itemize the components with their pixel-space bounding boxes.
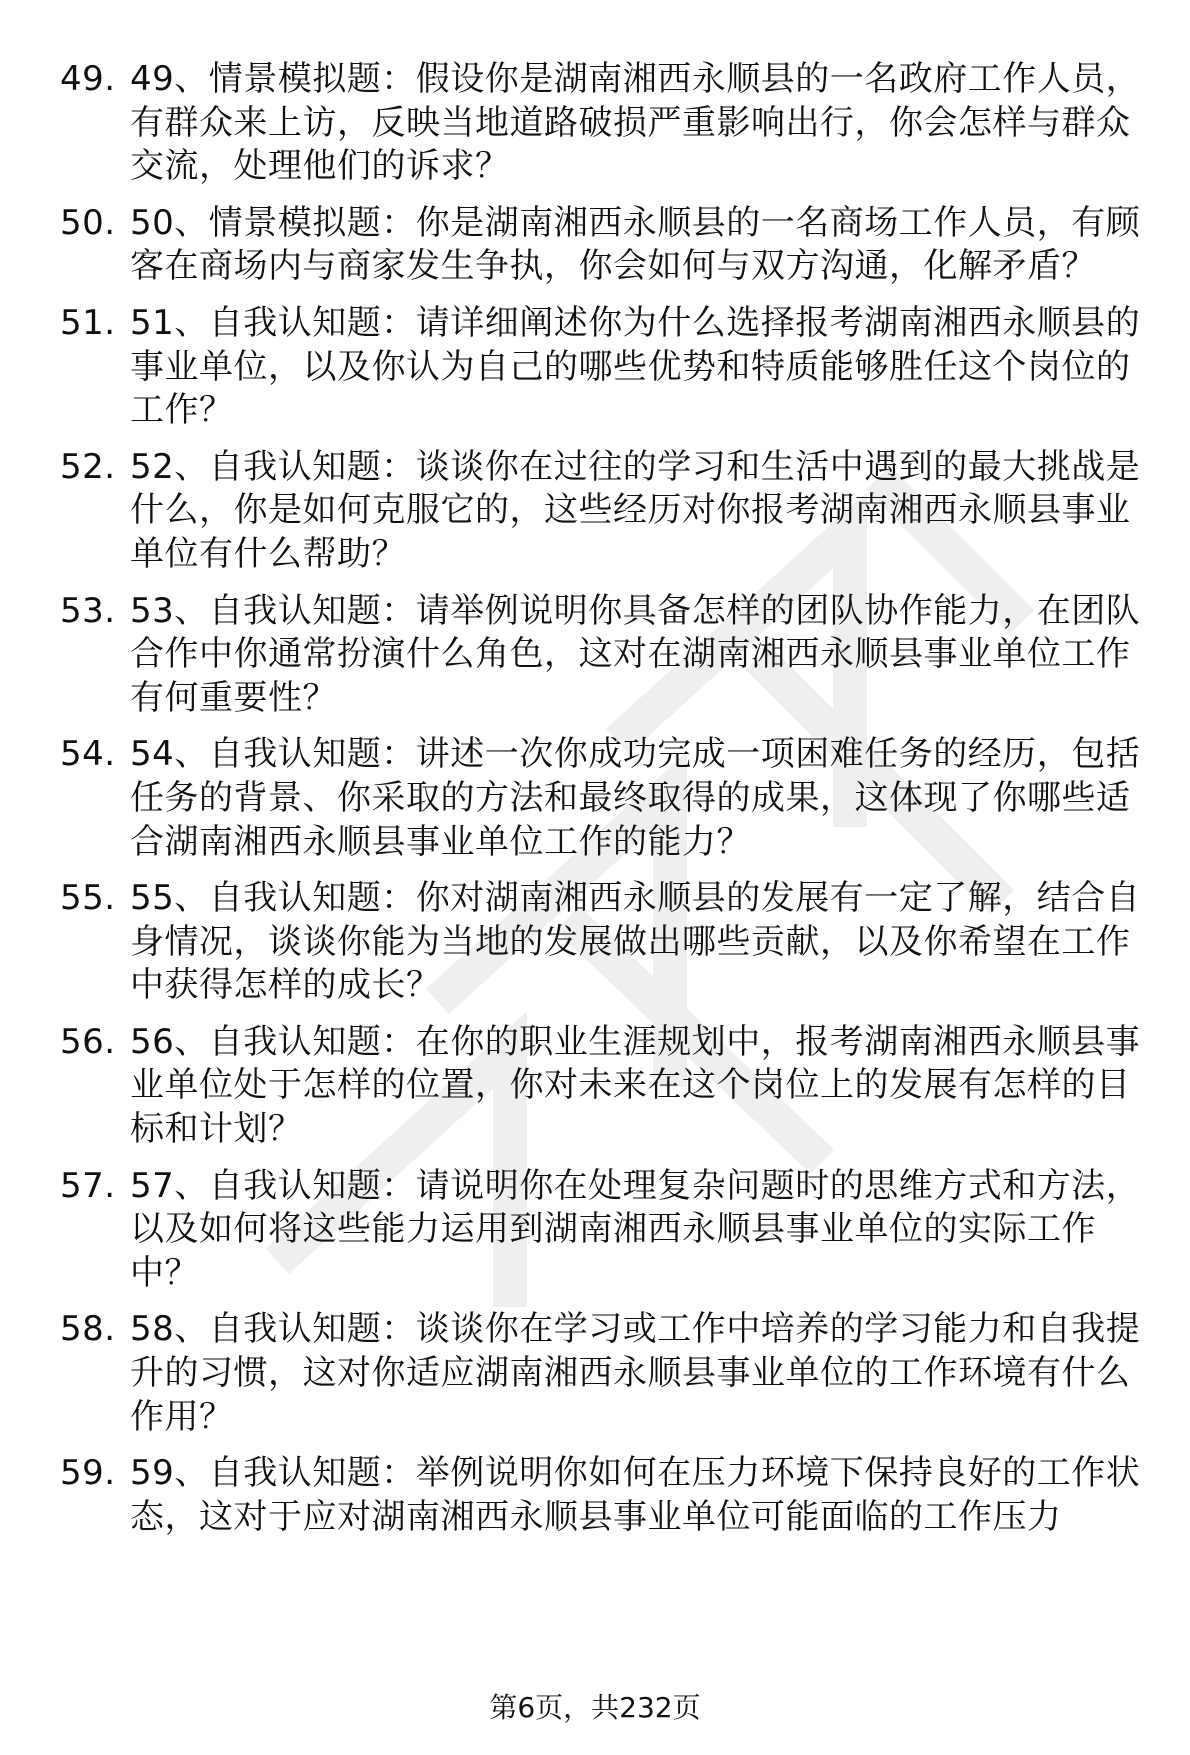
question-text: 55、自我认知题：你对湖南湘西永顺县的发展有一定了解，结合自身情况，谈谈你能为当地的发展做出哪些贡献，以及你希望在工作中获得怎样的成长？ [130,878,1141,1006]
question-item-56 [0,1021,1190,1152]
question-text: 53、自我认知题：请举例说明你具备怎样的团队协作能力，在团队合作中你通常扮演什么角色，这对在湖南湘西永顺县事业单位工作有何重要性？ [130,590,1141,718]
question-item-54 [0,733,1190,864]
question-number: 59. [60,1453,116,1494]
question-text: 52、自我认知题：谈谈你在过往的学习和生活中遇到的最大挑战是什么，你是如何克服它的，这些经历对你报考湖南湘西永顺县事业单位有什么帮助？ [130,446,1141,574]
question-item-51 [0,302,1190,433]
question-number: 49. [60,59,116,99]
question-item-50 [0,202,1190,289]
question-item-58 [0,1308,1190,1439]
question-text: 57、自我认知题：请说明你在处理复杂问题时的思维方式和方法，以及如何将这些能力运用到湖南湘西永顺县事业单位的实际工作中？ [130,1165,1141,1293]
question-text: 51、自我认知题：请详细阐述你为什么选择报考湖南湘西永顺县的事业单位，以及你认为自己的哪些优势和特质能够胜任这个岗位的工作？ [130,302,1141,431]
question-text: 50、情景模拟题：你是湖南湘西永顺县的一名商场工作人员，有顾客在商场内与商家发生争执，你会如何与双方沟通，化解矛盾？ [130,202,1141,287]
question-number: 56. [60,1021,116,1062]
question-text: 59、自我认知题：举例说明你如何在压力环境下保持良好的工作状态，这对于应对湖南湘西永顺县事业单位可能面临的工作压力 [130,1453,1141,1537]
question-item-59 [0,1452,1190,1539]
question-item-49 [0,58,1190,189]
question-text: 56、自我认知题：在你的职业生涯规划中，报考湖南湘西永顺县事业单位处于怎样的位置，你对未来在这个岗位上的发展有怎样的目标和计划？ [130,1021,1141,1150]
question-number: 50. [60,202,116,243]
question-number: 53. [60,590,116,631]
page-indicator: 第6页，共232页 [489,1691,701,1724]
question-number: 52. [60,446,116,487]
question-text: 58、自我认知题：谈谈你在学习或工作中培养的学习能力和自我提升的习惯，这对你适应湖南湘西永顺县事业单位的工作环境有什么作用？ [130,1309,1141,1437]
question-item-52 [0,446,1190,577]
question-text: 54、自我认知题：讲述一次你成功完成一项困难任务的经历，包括任务的背景、你采取的方法和最终取得的成果，这体现了你哪些适合湖南湘西永顺县事业单位工作的能力？ [130,734,1141,862]
question-item-53 [0,590,1190,721]
question-item-57 [0,1165,1190,1296]
question-text: 49、情景模拟题：假设你是湖南湘西永顺县的一名政府工作人员，有群众来上访，反映当地道路破损严重影响出行，你会怎样与群众交流，处理他们的诉求？ [130,59,1141,187]
question-number: 51. [60,302,116,343]
question-number: 55. [60,878,116,919]
question-list [0,58,1190,1552]
question-item-55 [0,877,1190,1008]
question-number: 58. [60,1309,116,1350]
question-number: 57. [60,1165,116,1206]
question-number: 54. [60,734,116,775]
